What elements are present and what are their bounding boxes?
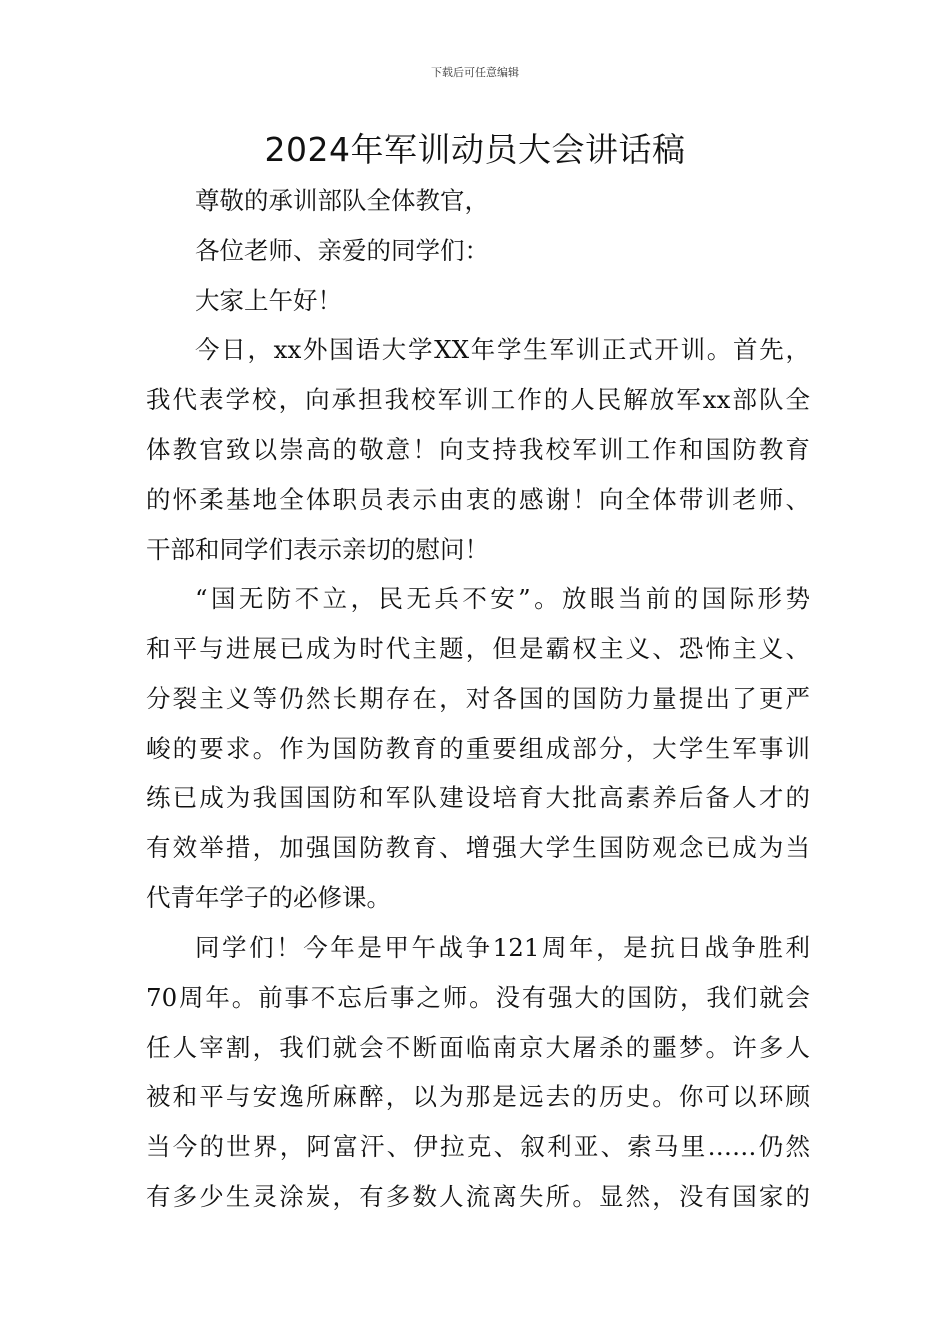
paragraph-3-line-5: 当今的世界，阿富汗、伊拉克、叙利亚、索马里……仍然 — [146, 1132, 810, 1161]
document-title: 2024年军训动员大会讲话稿 — [264, 130, 686, 169]
paragraph-3-line-6: 有多少生灵涂炭，有多数人流离失所。显然，没有国家的 — [146, 1182, 810, 1211]
page-header-note: 下载后可任意编辑 — [431, 66, 519, 79]
paragraph-2-line-6: 有效举措，加强国防教育、增强大学生国防观念已成为当 — [146, 833, 810, 862]
paragraph-3-line-3: 任人宰割，我们就会不断面临南京大屠杀的噩梦。许多人 — [146, 1033, 810, 1062]
paragraph-2-line-4: 峻的要求。作为国防教育的重要组成部分，大学生军事训 — [146, 734, 810, 763]
paragraph-2-line-5: 练已成为我国国防和军队建设培育大批高素养后备人才的 — [146, 783, 810, 812]
paragraph-2-line-2: 和平与进展已成为时代主题，但是霸权主义、恐怖主义、 — [146, 634, 810, 663]
paragraph-2-line-3: 分裂主义等仍然长期存在，对各国的国防力量提出了更严 — [146, 684, 810, 713]
salutation-line-1: 尊敬的承训部队全体教官， — [195, 186, 489, 215]
paragraph-3-line-2: 70周年。前事不忘后事之师。没有强大的国防，我们就会 — [146, 983, 810, 1012]
paragraph-1-line-4: 的怀柔基地全体职员表示由衷的感谢！向全体带训老师、 — [146, 485, 810, 514]
greeting-line: 大家上午好！ — [195, 286, 342, 315]
paragraph-1-line-3: 体教官致以崇高的敬意！向支持我校军训工作和国防教育 — [146, 435, 810, 464]
paragraph-1-line-2: 我代表学校，向承担我校军训工作的人民解放军xx部队全 — [146, 385, 810, 414]
salutation-line-2: 各位老师、亲爱的同学们： — [195, 236, 489, 265]
paragraph-1-line-5: 干部和同学们表示亲切的慰问！ — [146, 535, 489, 564]
paragraph-2-line-7: 代青年学子的必修课。 — [146, 883, 391, 912]
paragraph-1-line-1: 今日，xx外国语大学XX年学生军训正式开训。首先， — [195, 335, 810, 364]
paragraph-3-line-4: 被和平与安逸所麻醉，以为那是远去的历史。你可以环顾 — [146, 1082, 810, 1111]
paragraph-2-line-1: “国无防不立，民无兵不安”。放眼当前的国际形势 — [195, 584, 810, 613]
paragraph-3-line-1: 同学们！今年是甲午战争121周年，是抗日战争胜利 — [195, 933, 810, 962]
